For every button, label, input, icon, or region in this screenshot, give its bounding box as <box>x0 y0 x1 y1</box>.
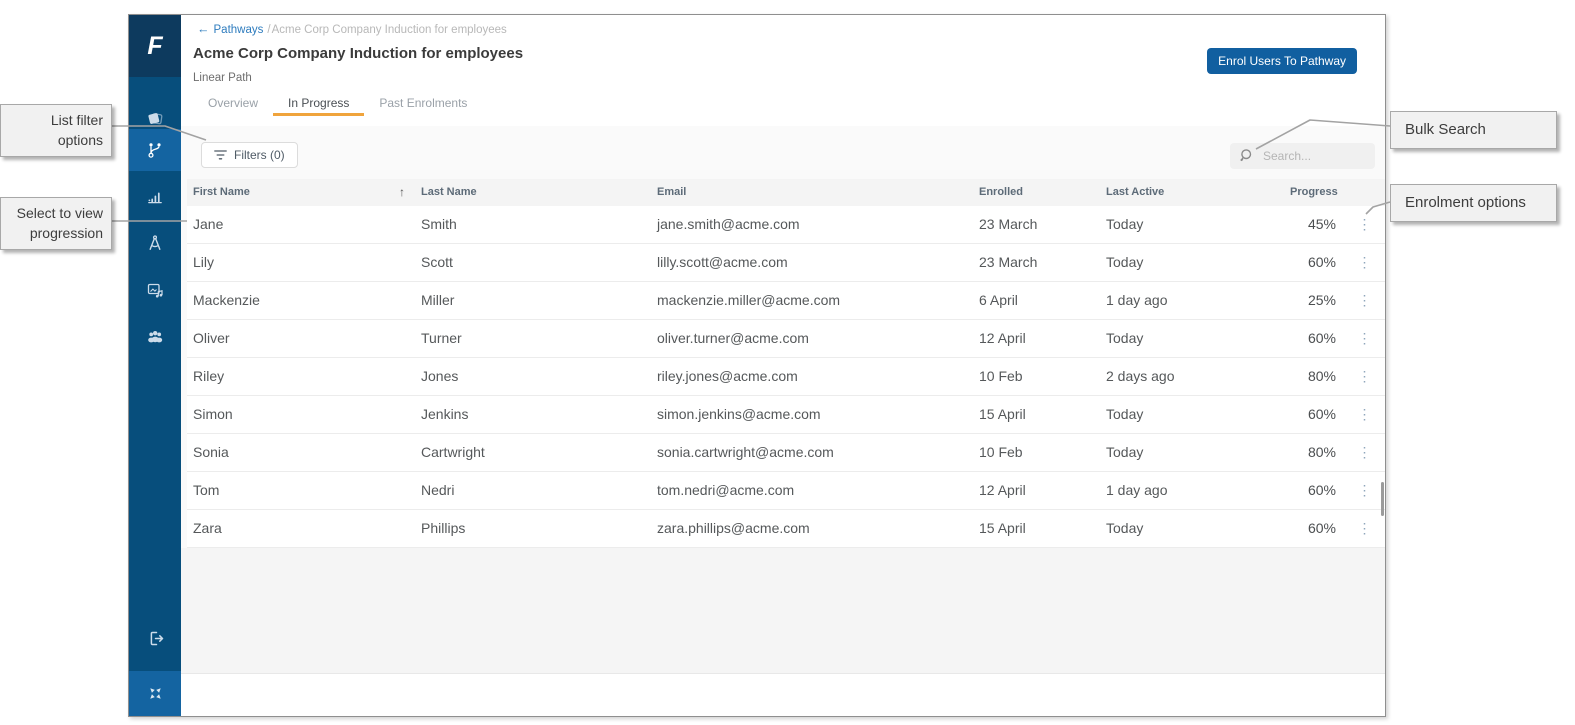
cell-progress: 60% <box>1307 482 1336 498</box>
cell-enrolled: 10 Feb <box>979 444 1023 460</box>
cell-last-active: Today <box>1106 216 1144 232</box>
sidebar <box>129 15 181 716</box>
cell-last-name: Cartwright <box>421 444 485 460</box>
cell-enrolled: 23 March <box>979 216 1038 232</box>
back-arrow-icon: ← <box>197 22 210 36</box>
cell-progress: 80% <box>1307 368 1336 384</box>
compass-icon <box>146 234 164 252</box>
breadcrumb <box>197 22 507 36</box>
cell-last-active: 2 days ago <box>1106 368 1175 384</box>
cell-enrolled: 23 March <box>979 254 1038 270</box>
collapse-icon <box>147 685 164 702</box>
analytics-icon <box>146 187 164 205</box>
table-body <box>187 206 1385 548</box>
cell-progress: 60% <box>1307 330 1336 346</box>
tab-bar <box>193 92 482 116</box>
row-options-kebab-icon[interactable]: ⋮ <box>1357 216 1372 232</box>
search-box[interactable] <box>1230 143 1375 169</box>
callout-list-filter-options: List filter options <box>0 104 112 157</box>
cell-progress: 60% <box>1307 254 1336 270</box>
sidebar-item-analytics[interactable] <box>129 175 181 217</box>
tab-overview[interactable]: Overview <box>208 96 259 110</box>
cell-first-name: Sonia <box>193 444 229 460</box>
column-header-actions <box>1342 179 1387 206</box>
cell-first-name: Riley <box>193 368 225 384</box>
content-area <box>181 126 1385 716</box>
cell-email: oliver.turner@acme.com <box>657 330 809 346</box>
cell-last-active: 1 day ago <box>1106 482 1168 498</box>
cell-last-active: Today <box>1106 330 1144 346</box>
row-options-kebab-icon[interactable]: ⋮ <box>1357 444 1372 460</box>
enrolments-table <box>187 179 1385 548</box>
footer-strip <box>181 673 1385 716</box>
cell-email: lilly.scott@acme.com <box>657 254 788 270</box>
table-empty-area <box>181 548 1385 673</box>
column-header-email[interactable]: Email <box>657 186 687 198</box>
table-row[interactable] <box>187 358 1385 396</box>
cell-enrolled: 15 April <box>979 406 1026 422</box>
cell-first-name: Simon <box>193 406 233 422</box>
row-options-kebab-icon[interactable]: ⋮ <box>1357 254 1372 270</box>
pathways-icon <box>146 141 164 159</box>
media-icon <box>146 281 165 300</box>
cell-progress: 45% <box>1307 216 1336 232</box>
table-row[interactable] <box>187 472 1385 510</box>
users-icon <box>146 327 165 346</box>
search-input[interactable] <box>1261 148 1366 164</box>
column-header-last-name[interactable]: Last Name <box>421 186 477 198</box>
row-options-kebab-icon[interactable]: ⋮ <box>1357 520 1372 536</box>
cell-last-active: Today <box>1106 444 1144 460</box>
cell-progress: 25% <box>1307 292 1336 308</box>
table-row[interactable] <box>187 206 1385 244</box>
cell-last-name: Scott <box>421 254 453 270</box>
table-row[interactable] <box>187 282 1385 320</box>
cell-email: jane.smith@acme.com <box>657 216 800 232</box>
cell-enrolled: 10 Feb <box>979 368 1023 384</box>
sidebar-item-media-library[interactable] <box>129 269 181 311</box>
row-options-kebab-icon[interactable]: ⋮ <box>1357 368 1372 384</box>
row-options-kebab-icon[interactable]: ⋮ <box>1357 292 1372 308</box>
cell-enrolled: 15 April <box>979 520 1026 536</box>
cell-progress: 60% <box>1307 520 1336 536</box>
table-row[interactable] <box>187 396 1385 434</box>
cell-last-active: 1 day ago <box>1106 292 1168 308</box>
column-header-first-name[interactable]: First Name ↑ <box>187 179 419 206</box>
cell-progress: 80% <box>1307 444 1336 460</box>
callout-select-to-view-progression: Select to view progression <box>0 197 112 250</box>
logout-button[interactable] <box>129 617 181 659</box>
breadcrumb-back-link[interactable]: ← Pathways <box>197 22 264 36</box>
main-panel <box>181 15 1385 716</box>
filters-button-label: Filters (0) <box>234 148 285 162</box>
pathway-type-label: Linear Path <box>193 72 252 84</box>
cell-first-name: Tom <box>193 482 220 498</box>
cell-last-name: Turner <box>421 330 462 346</box>
tab-in-progress[interactable]: In Progress <box>273 92 364 116</box>
cell-last-active: Today <box>1106 520 1144 536</box>
filter-icon <box>214 149 227 161</box>
sidebar-item-users[interactable] <box>129 315 181 357</box>
cell-last-active: Today <box>1106 406 1144 422</box>
cell-last-name: Jones <box>421 368 459 384</box>
column-header-progress[interactable]: Progress <box>1290 186 1338 198</box>
app-window <box>128 14 1386 717</box>
vertical-scrollbar[interactable] <box>1381 482 1384 516</box>
table-row[interactable] <box>187 510 1385 548</box>
search-icon <box>1238 148 1255 165</box>
table-row[interactable] <box>187 320 1385 358</box>
table-row[interactable] <box>187 244 1385 282</box>
cell-email: sonia.cartwright@acme.com <box>657 444 834 460</box>
cell-enrolled: 12 April <box>979 330 1026 346</box>
row-options-kebab-icon[interactable]: ⋮ <box>1357 406 1372 422</box>
cell-last-name: Smith <box>421 216 457 232</box>
filters-button[interactable] <box>201 142 298 168</box>
cell-first-name: Mackenzie <box>193 292 260 308</box>
cell-email: zara.phillips@acme.com <box>657 520 810 536</box>
cell-last-name: Miller <box>421 292 455 308</box>
sidebar-item-pathways[interactable] <box>129 129 181 171</box>
cell-progress: 60% <box>1307 406 1336 422</box>
row-options-kebab-icon[interactable]: ⋮ <box>1357 330 1372 346</box>
sort-ascending-icon[interactable]: ↑ <box>399 185 405 199</box>
callout-enrolment-options: Enrolment options <box>1390 184 1557 222</box>
callout-bulk-search: Bulk Search <box>1390 111 1557 149</box>
column-header-last-active[interactable]: Last Active <box>1106 186 1165 198</box>
cell-last-name: Nedri <box>421 482 455 498</box>
cell-email: tom.nedri@acme.com <box>657 482 795 498</box>
breadcrumb-separator: / <box>267 24 271 36</box>
cell-last-active: Today <box>1106 254 1144 270</box>
logout-icon <box>146 629 165 648</box>
cell-first-name: Oliver <box>193 330 230 346</box>
tag-icon <box>146 109 164 127</box>
table-row[interactable] <box>187 434 1385 472</box>
collapse-sidebar-button[interactable] <box>129 671 181 716</box>
enrol-users-button[interactable]: Enrol Users To Pathway <box>1207 48 1357 74</box>
app-logo[interactable]: F <box>129 15 181 77</box>
column-header-enrolled[interactable]: Enrolled <box>979 186 1024 198</box>
cell-email: simon.jenkins@acme.com <box>657 406 821 422</box>
cell-enrolled: 6 April <box>979 292 1018 308</box>
row-options-kebab-icon[interactable]: ⋮ <box>1357 482 1372 498</box>
cell-last-name: Phillips <box>421 520 466 536</box>
sidebar-item-builder[interactable] <box>129 222 181 264</box>
table-header-row <box>187 179 1385 206</box>
cell-first-name: Lily <box>193 254 215 270</box>
cell-first-name: Jane <box>193 216 224 232</box>
breadcrumb-current: Acme Corp Company Induction for employees <box>271 24 507 36</box>
cell-email: mackenzie.miller@acme.com <box>657 292 841 308</box>
cell-email: riley.jones@acme.com <box>657 368 798 384</box>
page-title: Acme Corp Company Induction for employees <box>193 45 524 62</box>
cell-first-name: Zara <box>193 520 222 536</box>
cell-enrolled: 12 April <box>979 482 1026 498</box>
tab-past-enrolments[interactable]: Past Enrolments <box>379 96 468 110</box>
cell-last-name: Jenkins <box>421 406 469 422</box>
